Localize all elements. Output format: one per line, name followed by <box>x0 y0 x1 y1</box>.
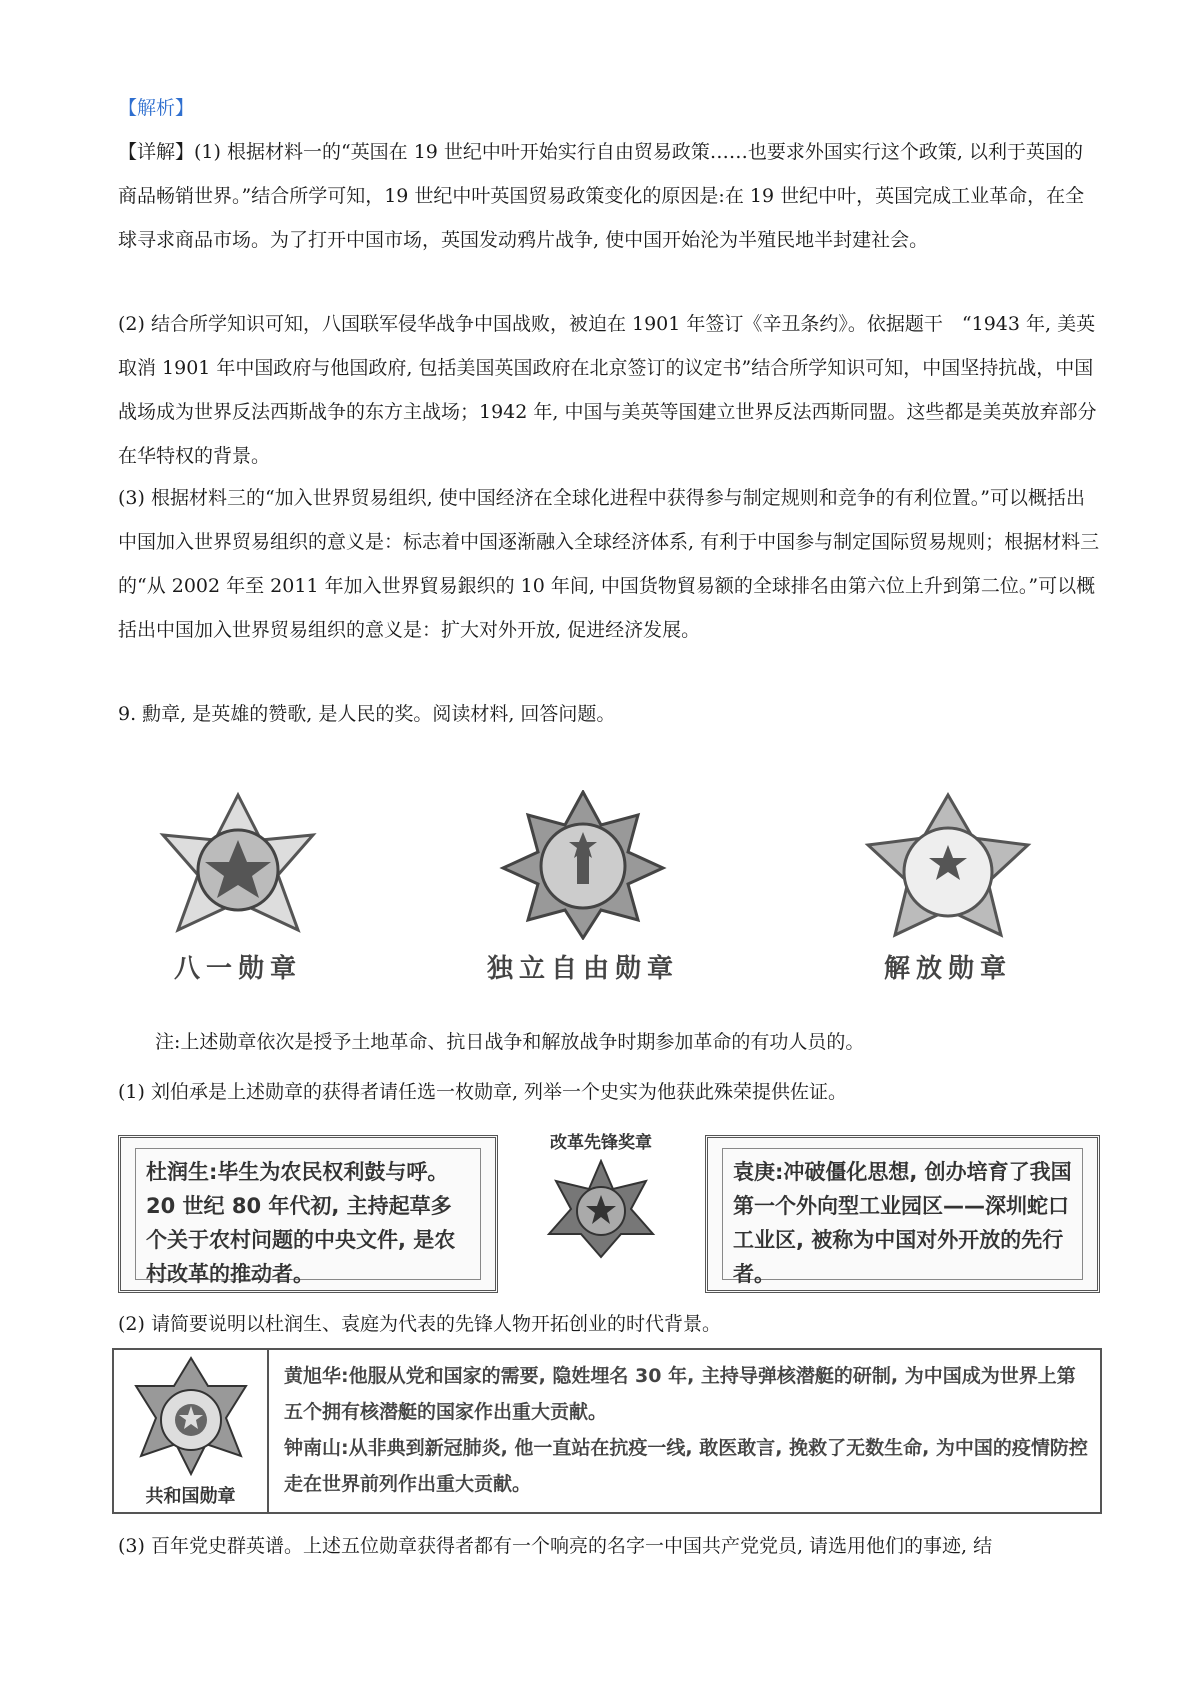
detail-paragraph-3: (3) 根据材料三的“加入世界贸易组织, 使中国经济在全球化进程中获得参与制定规则和竞争的有利位置。”可以概括出中国加入世界贸易组织的意义是：标志着中国逐渐融入全球经济体系, 有利于中国参与制定国际贸易规则；根据材料三的“从 2002 年至 2011 年加入世界貿易銀织的 10 年间, 中国货物貿易额的全球排名由第六位上升到第二位。”可以概括出中国加入世界贸易组织的意义是：扩大对外开放, 促进经济发展。 <box>118 487 1100 641</box>
question-9-3: (3) 百年党史群英谱。上述五位勋章获得者都有一个响亮的名字一中国共产党党员, 请选用他们的事迹, 结 <box>118 1535 993 1557</box>
bayi-medal-label: 八一勋章 <box>173 954 302 984</box>
analysis-heading: 【解析】 <box>118 97 195 119</box>
liberation-medal-icon <box>853 790 1043 940</box>
yuan-geng-text: 袁庚:冲破僵化思想, 创办培育了我国第一个外向型工业园区——深圳蛇口工业区, 被称为中国对外开放的先行者。 <box>722 1148 1083 1280</box>
republic-medal-icon <box>126 1356 256 1476</box>
republic-medal-label: 共和国勋章 <box>145 1486 236 1507</box>
detail-paragraph-2: (2) 结合所学知识可知，八国联军侵华战争中国战败，被迫在 1901 年签订《辛丑条约》。依据题干 “1943 年, 美英取消 1901 年中国政府与他国政府, 包括美国英国政府在北京签订的议定书”结合所学知识可知，中国坚持抗战，中国战场成为世界反法西斯战争的东方主战场；1942 年, 中国与美英等国建立世界反法西斯同盟。这些都是美英放弃部分在华特权的背景。 <box>118 313 1097 467</box>
medal-row <box>118 790 1100 1010</box>
liberation-medal <box>828 790 1068 985</box>
republic-medal-panel <box>114 1350 269 1512</box>
medal-note: 注:上述勋章依次是授予土地革命、抗日战争和解放战争时期参加革命的有功人员的。 <box>155 1031 865 1053</box>
reform-medal <box>522 1128 680 1263</box>
question-9-stem: 9. 勳章, 是英雄的赞歌, 是人民的奖。阅读材料, 回答问题。 <box>118 703 616 725</box>
yuan-geng-box <box>705 1135 1100 1293</box>
bayi-medal-icon <box>143 790 333 940</box>
independence-medal <box>463 790 703 985</box>
republic-medal-text <box>284 1358 1094 1502</box>
du-runsheng-text: 杜润生:毕生为农民权利鼓与呼。20 世纪 80 年代初, 主持起草多个关于农村问题的中央文件, 是农村改革的推动者。 <box>135 1148 481 1280</box>
zhong-nanshan-text: 钟南山:从非典到新冠肺炎, 他一直站在抗疫一线, 敢医敢言, 挽救了无数生命, 为中国的疫情防控走在世界前列作出重大贡献。 <box>284 1437 1088 1495</box>
liberation-medal-label: 解放勋章 <box>883 954 1012 984</box>
du-runsheng-box <box>118 1135 498 1293</box>
independence-medal-icon <box>483 790 683 940</box>
detail-paragraph-1: 【详解】(1) 根据材料一的“英国在 19 世纪中叶开始实行自由贸易政策……也要求外国实行这个政策, 以利于英国的商品畅销世界。”结合所学可知，19 世纪中叶英国贸易政策变化的原因是:在 19 世纪中叶，英国完成工业革命，在全球寻求商品市场。为了打开中国市场，英国发动鸦片战争, 使中国开始沦为半殖民地半封建社会。 <box>118 141 1085 251</box>
reform-medal-icon <box>541 1159 661 1259</box>
reform-medal-title: 改革先锋奖章 <box>550 1133 652 1153</box>
huang-xuhua-text: 黄旭华:他服从党和国家的需要, 隐姓埋名 30 年, 主持导弹核潜艇的研制, 为中国成为世界上第五个拥有核潜艇的国家作出重大贡献。 <box>284 1365 1076 1423</box>
question-9-1: (1) 刘伯承是上述勋章的获得者请任选一枚勋章, 列举一个史实为他获此殊荣提供佐证。 <box>118 1081 848 1103</box>
republic-medal-box <box>112 1348 1102 1514</box>
question-9-2: (2) 请简要说明以杜润生、袁庭为代表的先锋人物开拓创业的时代背景。 <box>118 1313 721 1335</box>
bayi-medal <box>118 790 358 985</box>
independence-medal-label: 独立自由勋章 <box>486 954 679 984</box>
